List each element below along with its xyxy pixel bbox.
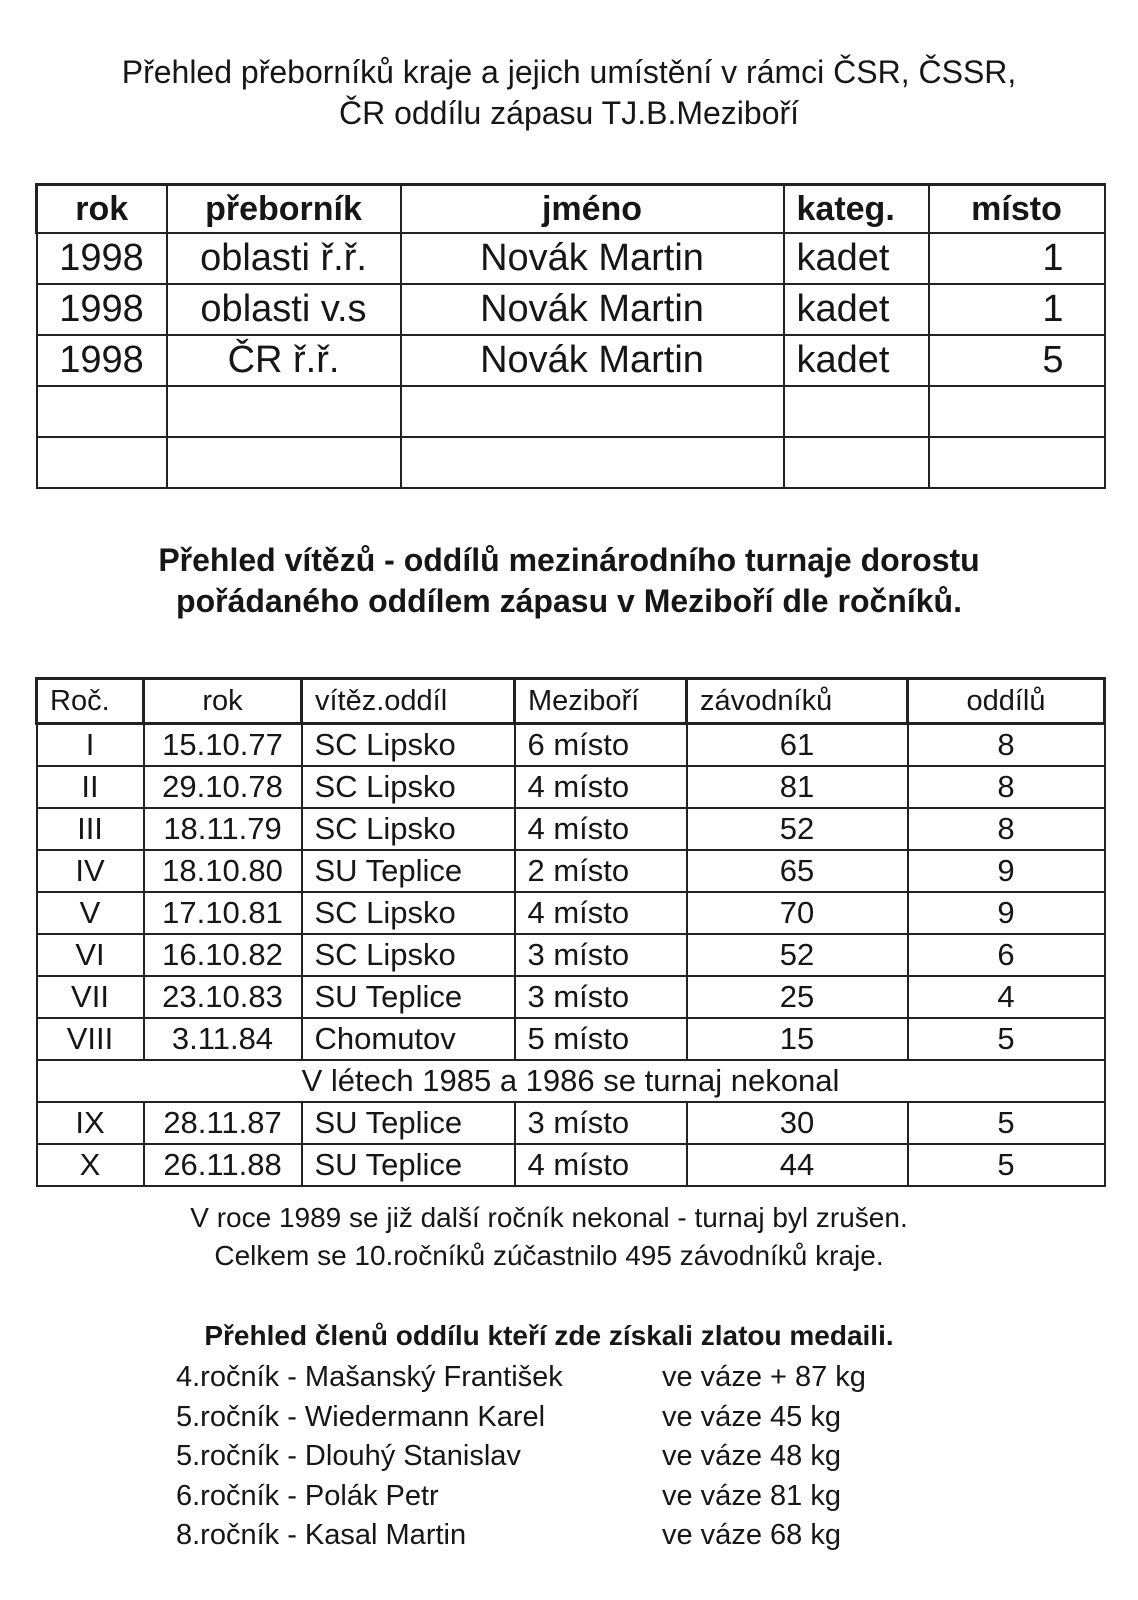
- gap-note: V létech 1985 a 1986 se turnaj nekonal: [37, 1060, 1105, 1102]
- cell-vitez-oddil: SC Lipsko: [302, 724, 515, 767]
- cell-rocnik: I: [37, 724, 144, 767]
- header-misto: místo: [929, 185, 1105, 234]
- cell-oddilu: 8: [908, 724, 1105, 767]
- tournament-row: [37, 892, 1105, 934]
- tournament-title-line-1: Přehled vítězů - oddílů mezinárodního turnaje dorostu: [158, 542, 980, 578]
- medal-item: [176, 1516, 866, 1556]
- medal-name: 8.ročník - Kasal Martin: [176, 1519, 467, 1551]
- cell-mezibori: 2 místo: [515, 850, 687, 892]
- header-rok: rok: [144, 679, 302, 724]
- champions-row: [37, 437, 1105, 488]
- medal-item: [176, 1477, 866, 1517]
- gold-medal-title: Přehled členů oddílu kteří zde získali zlatou medaili.: [204, 1320, 894, 1351]
- cell-mezibori: 4 místo: [515, 1144, 687, 1186]
- cell-datum: 26.11.88: [144, 1144, 302, 1186]
- champions-row: [37, 284, 1105, 335]
- cell-zavodniku: 52: [687, 808, 908, 850]
- cell-oddilu: 5: [908, 1144, 1105, 1186]
- cell-mezibori: 4 místo: [515, 766, 687, 808]
- cell-rok: 1998: [37, 284, 167, 335]
- note-line-1: V roce 1989 se již další ročník nekonal - turnaj byl zrušen.: [190, 1202, 908, 1233]
- cell-oddilu: 6: [908, 934, 1105, 976]
- cell-rok: 1998: [37, 233, 167, 284]
- medal-name: 5.ročník - Wiedermann Karel: [176, 1400, 546, 1433]
- document-title: [20, 52, 1118, 134]
- medal-item: [176, 1437, 866, 1477]
- champions-row: [37, 233, 1105, 284]
- cell-kateg: kadet: [784, 233, 929, 284]
- champions-table: [35, 183, 1106, 489]
- medal-name: 4.ročník - Mašanský František: [176, 1361, 563, 1393]
- cell-vitez-oddil: SU Teplice: [302, 1102, 515, 1144]
- cell-vitez-oddil: SC Lipsko: [302, 892, 515, 934]
- tournament-row: [37, 1102, 1105, 1144]
- tournament-row: [37, 1144, 1105, 1186]
- cell-jmeno: Novák Martin: [401, 233, 784, 284]
- tournament-gap-row: [37, 1060, 1105, 1102]
- cell-kateg: kadet: [784, 335, 929, 386]
- cell-misto: [929, 437, 1105, 488]
- cell-zavodniku: 15: [687, 1018, 908, 1060]
- cell-zavodniku: 65: [687, 850, 908, 892]
- header-oddilu: oddílů: [908, 679, 1105, 724]
- cell-jmeno: [401, 437, 784, 488]
- cell-prebornik: oblasti v.s: [167, 284, 401, 335]
- champions-row: [37, 386, 1105, 437]
- cell-oddilu: 8: [908, 766, 1105, 808]
- medal-name: 6.ročník - Polák Petr: [176, 1479, 439, 1512]
- tournament-notes: [20, 1199, 1078, 1275]
- document-title-line-1: Přehled přeborníků kraje a jejich umístění v rámci ČSR, ČSSR,: [121, 54, 1017, 90]
- cell-zavodniku: 70: [687, 892, 908, 934]
- cell-vitez-oddil: SC Lipsko: [302, 766, 515, 808]
- cell-jmeno: [401, 386, 784, 437]
- cell-mezibori: 3 místo: [515, 934, 687, 976]
- cell-oddilu: 9: [908, 850, 1105, 892]
- cell-misto: 1: [929, 284, 1105, 335]
- cell-datum: 18.10.80: [144, 850, 302, 892]
- cell-vitez-oddil: SU Teplice: [302, 850, 515, 892]
- cell-oddilu: 5: [908, 1018, 1105, 1060]
- cell-oddilu: 9: [908, 892, 1105, 934]
- tournament-row: [37, 1018, 1105, 1060]
- cell-rocnik: VII: [37, 976, 144, 1018]
- cell-zavodniku: 44: [687, 1144, 908, 1186]
- cell-mezibori: 5 místo: [515, 1018, 687, 1060]
- medal-item: [176, 1358, 866, 1398]
- cell-rocnik: V: [37, 892, 144, 934]
- cell-rocnik: IV: [37, 850, 144, 892]
- cell-oddilu: 8: [908, 808, 1105, 850]
- cell-datum: 23.10.83: [144, 976, 302, 1018]
- medal-weight: ve váze 81 kg: [662, 1479, 841, 1512]
- cell-vitez-oddil: SC Lipsko: [302, 934, 515, 976]
- cell-zavodniku: 30: [687, 1102, 908, 1144]
- cell-rocnik: VIII: [37, 1018, 144, 1060]
- cell-prebornik: [167, 386, 401, 437]
- cell-zavodniku: 81: [687, 766, 908, 808]
- tournament-row: [37, 976, 1105, 1018]
- cell-jmeno: Novák Martin: [401, 284, 784, 335]
- cell-rocnik: VI: [37, 934, 144, 976]
- cell-rocnik: III: [37, 808, 144, 850]
- header-zavodniku: závodníků: [687, 679, 908, 724]
- medal-weight: ve váze + 87 kg: [662, 1361, 866, 1393]
- cell-rok: [37, 386, 167, 437]
- cell-datum: 16.10.82: [144, 934, 302, 976]
- medal-weight: ve váze 68 kg: [662, 1519, 841, 1551]
- cell-oddilu: 5: [908, 1102, 1105, 1144]
- cell-kateg: kadet: [784, 284, 929, 335]
- cell-vitez-oddil: SC Lipsko: [302, 808, 515, 850]
- cell-zavodniku: 52: [687, 934, 908, 976]
- cell-misto: [929, 386, 1105, 437]
- cell-oddilu: 4: [908, 976, 1105, 1018]
- cell-rok: [37, 437, 167, 488]
- cell-vitez-oddil: SU Teplice: [302, 976, 515, 1018]
- cell-vitez-oddil: SU Teplice: [302, 1144, 515, 1186]
- cell-rocnik: II: [37, 766, 144, 808]
- cell-mezibori: 4 místo: [515, 892, 687, 934]
- cell-misto: 1: [929, 233, 1105, 284]
- cell-rocnik: IX: [37, 1102, 144, 1144]
- header-jmeno: jméno: [401, 185, 784, 234]
- header-mezibori: Meziboří: [515, 679, 687, 724]
- header-rok: rok: [37, 185, 167, 234]
- note-line-2: Celkem se 10.ročníků zúčastnilo 495 závodníků kraje.: [214, 1240, 884, 1271]
- cell-datum: 17.10.81: [144, 892, 302, 934]
- medal-weight: ve váze 48 kg: [662, 1440, 841, 1472]
- tournament-header-row: [37, 679, 1105, 724]
- medal-name: 5.ročník - Dlouhý Stanislav: [176, 1440, 521, 1472]
- cell-datum: 3.11.84: [144, 1018, 302, 1060]
- medal-weight: ve váze 45 kg: [662, 1400, 841, 1433]
- cell-mezibori: 6 místo: [515, 724, 687, 767]
- cell-misto: 5: [929, 335, 1105, 386]
- header-kateg: kateg.: [784, 185, 929, 234]
- cell-datum: 18.11.79: [144, 808, 302, 850]
- tournament-row: [37, 850, 1105, 892]
- cell-mezibori: 3 místo: [515, 1102, 687, 1144]
- cell-prebornik: oblasti ř.ř.: [167, 233, 401, 284]
- gold-medal-list: [176, 1358, 866, 1556]
- tournament-title-line-2: pořádaného oddílem zápasu v Meziboří dle ročníků.: [176, 583, 962, 619]
- cell-datum: 28.11.87: [144, 1102, 302, 1144]
- cell-mezibori: 3 místo: [515, 976, 687, 1018]
- cell-prebornik: [167, 437, 401, 488]
- cell-zavodniku: 25: [687, 976, 908, 1018]
- header-preborník: přeborník: [167, 185, 401, 234]
- cell-prebornik: ČR ř.ř.: [167, 335, 401, 386]
- cell-kateg: [784, 386, 929, 437]
- cell-datum: 29.10.78: [144, 766, 302, 808]
- medal-item: [176, 1398, 866, 1438]
- header-vitez-oddil: vítěz.oddíl: [302, 679, 515, 724]
- cell-vitez-oddil: Chomutov: [302, 1018, 515, 1060]
- cell-rok: 1998: [37, 335, 167, 386]
- champions-row: [37, 335, 1105, 386]
- document-title-line-2: ČR oddílu zápasu TJ.B.Meziboří: [338, 95, 800, 131]
- header-roc: Roč.: [37, 679, 144, 724]
- cell-mezibori: 4 místo: [515, 808, 687, 850]
- tournament-section-title: [20, 540, 1118, 622]
- tournament-row: [37, 766, 1105, 808]
- champions-header-row: [37, 185, 1105, 234]
- cell-jmeno: Novák Martin: [401, 335, 784, 386]
- cell-datum: 15.10.77: [144, 724, 302, 767]
- tournament-row: [37, 724, 1105, 767]
- cell-kateg: [784, 437, 929, 488]
- tournament-table: [35, 677, 1106, 1187]
- cell-rocnik: X: [37, 1144, 144, 1186]
- cell-zavodniku: 61: [687, 724, 908, 767]
- tournament-row: [37, 934, 1105, 976]
- tournament-row: [37, 808, 1105, 850]
